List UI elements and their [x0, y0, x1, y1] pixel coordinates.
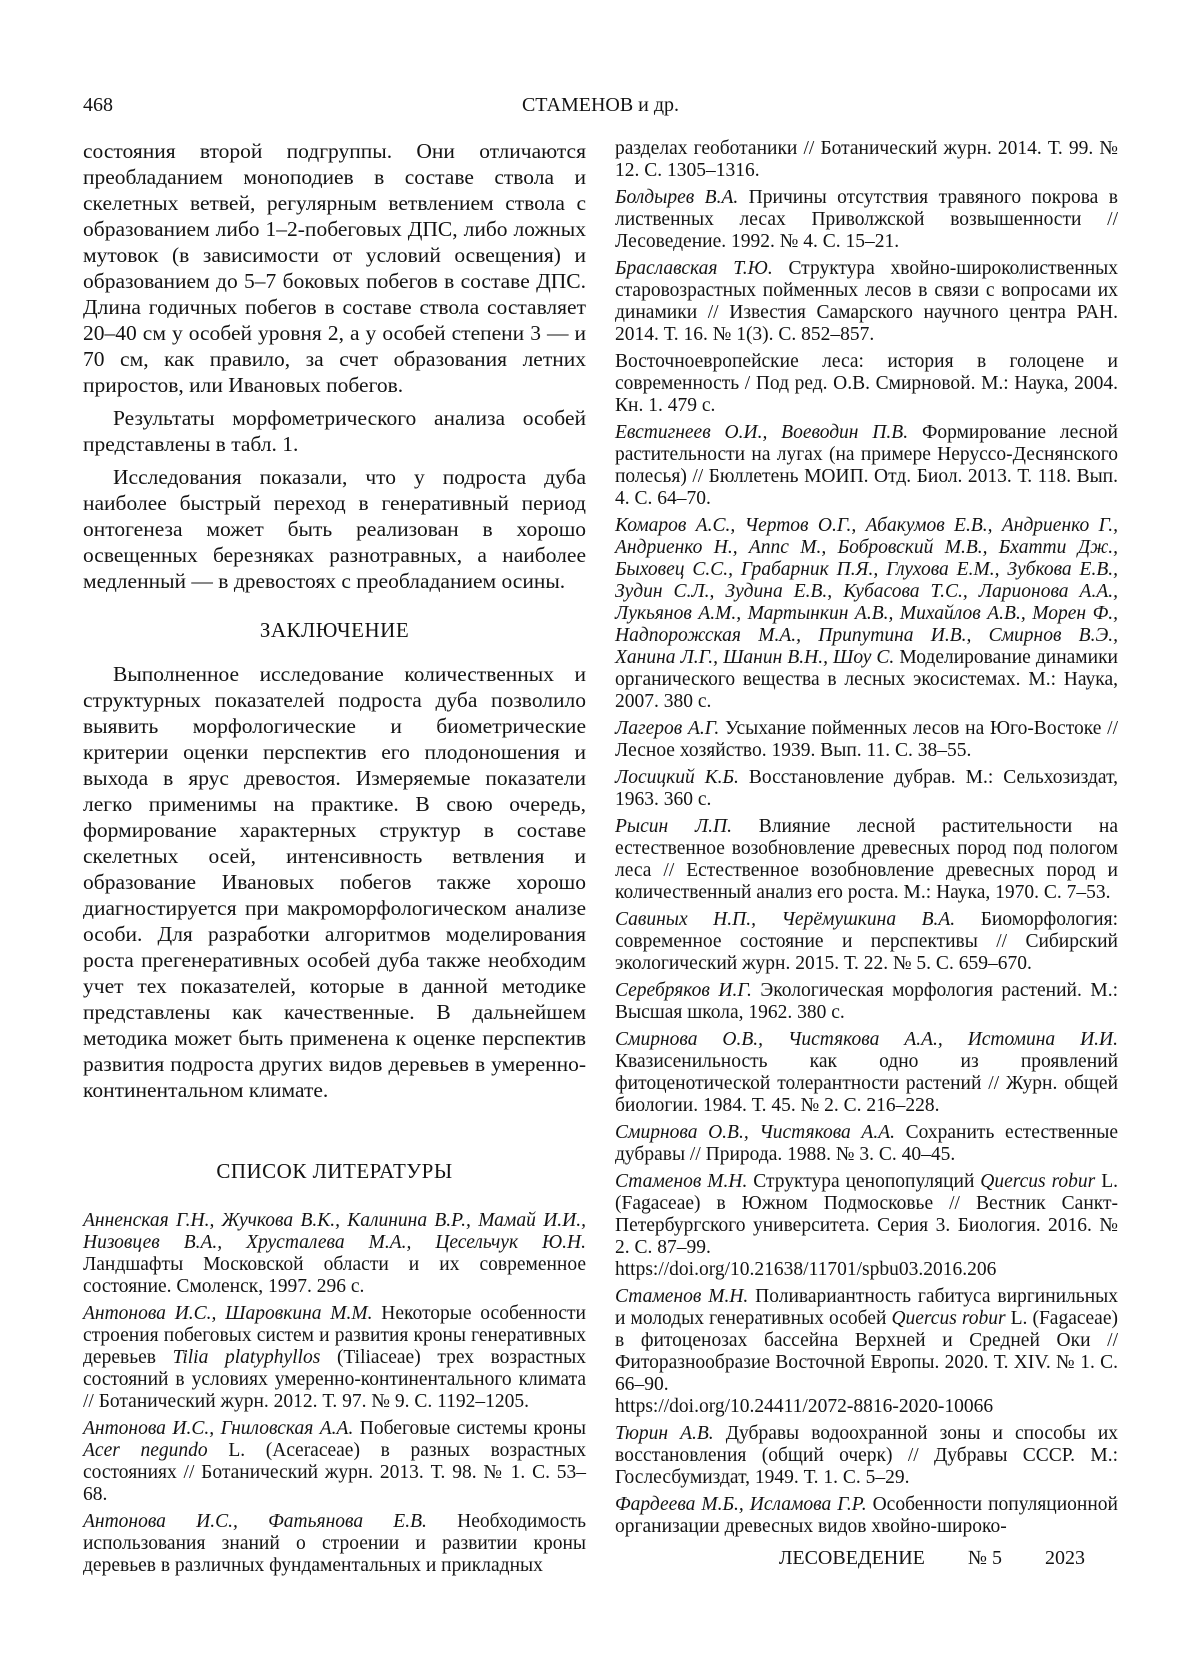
reference-text: Необходимость использования знаний о строении и развитии кроны деревьев в различных фундаментальных и прикладных [83, 1511, 586, 1576]
reference-text: Квазисенильность как одно из проявлений фитоценотической толерантности растений // Журн. общей биологии. 1984. Т. 45. № 2. С. 216–228. [615, 1051, 1118, 1116]
reference-entry [83, 1511, 586, 1577]
reference-text: Ландшафты Московской области и их современное состояние. Смоленск, 1997. 296 с. [83, 1254, 586, 1297]
reference-text: Структура ценопопуляций [747, 1171, 981, 1192]
reference-text: L. (Aceraceae) в разных возрастных состояниях // Ботанический журн. 2013. Т. 98. № 1. С. 53–68. [83, 1440, 587, 1505]
reference-text: Усыхание пойменных лесов на Юго-Востоке // Лесное хозяйство. 1939. Вып. 11. С. 38–55. [615, 718, 1118, 761]
reference-authors: Комаров А.С., Чертов О.Г., Абакумов Е.В., Андриенко Г., Андриенко Н., Аппс М., Бобровский М.В., Бхатти Дж., Быховец С.С., Грабарник П.Я., Глухова Е.М., Зубкова Е.В., Зудин С.Л., Зудина Е.В., Кубасова Т.С., Ларионова А.А., Лукьянов А.М., Мартынкин А.В., Михайлов А.В., Морен Ф., Надпорожская М.А., Припутина И.В., Смирнов В.Э., Ханина Л.Г., Шанин В.Н., Шоу С. [615, 515, 1118, 668]
page-number: 468 [83, 94, 113, 116]
two-column-layout [83, 138, 1118, 1582]
reference-authors: Савиных Н.П., Черёмушкина В.А. [615, 909, 956, 930]
reference-text: Влияние лесной растительности на естественное возобновление древесных пород под пологом леса // Естественное возобновление древесных пород и количественный анализ его роста. М.: Наука, 1970. С. 7–53. [615, 816, 1118, 903]
reference-text: разделах геоботаники // Ботанический журн. 2014. Т. 99. № 12. С. 1305–1316. [615, 138, 1118, 181]
reference-text: (Tiliaceae) трех возрастных состояний в условиях умеренно-континентального климата // Ботанический журн. 2012. Т. 97. № 9. С. 1192–1205. [83, 1347, 587, 1412]
reference-authors: Фардеева М.Б., Исламова Г.Р. [615, 1494, 867, 1515]
reference-text: Дубравы водоохранной зоны и способы их восстановления (общий очерк) // Дубравы СССР. М.: Гослесбумиздат, 1949. Т. 1. С. 5–29. [615, 1423, 1119, 1488]
reference-text: Моделирование динамики органического вещества в лесных экосистемах. М.: Наука, 2007. 380 с. [615, 647, 1118, 712]
reference-text: Экологическая морфология растений. М.: Высшая школа, 1962. 380 с. [615, 980, 1118, 1023]
reference-authors: Стаменов М.Н. [615, 1171, 748, 1192]
running-head [83, 94, 1118, 116]
footer-issue: № 5 [967, 1547, 1002, 1569]
reference-text: https://doi.org/10.21638/11701/spbu03.2016.206 [615, 1259, 997, 1280]
reference-authors: Acer negundo [83, 1440, 208, 1461]
reference-text: Причины отсутствия травяного покрова в лиственных лесах Приволжской возвышенности // Лесоведение. 1992. № 4. С. 15–21. [615, 187, 1118, 252]
reference-text: Сохранить естественные дубравы // Природа. 1988. № 3. С. 40–45. [615, 1122, 1118, 1165]
reference-authors: Рысин Л.П. [615, 816, 732, 837]
reference-text: Структура хвойно-широколиственных старовозрастных пойменных лесов в связи с вопросами их динамики // Известия Самарского научного центра РАН. 2014. Т. 16. № 1(3). С. 852–857. [615, 258, 1118, 345]
reference-authors: Тюрин А.В. [615, 1423, 714, 1444]
reference-authors: Лагеров А.Г. [615, 718, 720, 739]
reference-entry [615, 767, 1118, 811]
reference-authors: Антонова И.С., Гниловская А.А. [83, 1418, 354, 1439]
reference-authors: Quercus robur [980, 1171, 1096, 1192]
reference-text: Некоторые особенности строения побеговых систем и развития кроны генеративных деревьев [83, 1303, 586, 1368]
reference-authors: Антонова И.С., Шаровкина М.М. [83, 1303, 373, 1324]
reference-text: L. (Fagaceae) в Южном Подмосковье // Вестник Санкт-Петербургского университета. Серия 3. Биология. 2016. № 2. С. 87–99. [615, 1171, 1118, 1258]
reference-authors: Стаменов М.Н. [615, 1286, 749, 1307]
reference-authors: Евстигнеев О.И., Воеводин П.В. [615, 422, 909, 443]
reference-entry [615, 1494, 1118, 1538]
body-paragraphs [83, 138, 586, 594]
footer-journal-name: ЛЕСОВЕДЕНИЕ [778, 1547, 925, 1569]
reference-authors: Браславская Т.Ю. [615, 258, 773, 279]
paragraph: состояния второй подгруппы. Они отличаются преобладанием моноподиев в составе ствола и скелетных ветвей, регулярным ветвлением ствола с образованием либо 1–2-побеговых ДПС, либо ложных мутовок (в зависимости от условий освещения) и образованием до 5–7 боковых побегов в составе ДПС. Длина годичных побегов в составе ствола составляет 20–40 см у особей уровня 2, а у особей степени 3 — и 70 см, как правило, за счет образования летних приростов, или Ивановых побегов. [83, 139, 586, 397]
running-title: СТАМЕНОВ и др. [521, 94, 680, 116]
reference-text: https://doi.org/10.24411/2072-8816-2020-10066 [615, 1396, 994, 1417]
paragraph: Исследования показали, что у подроста дуба наиболее быстрый переход в генеративный период онтогенеза может быть реализован в хорошо освещенных березняках разнотравных, а наиболее медленный — в древостоях с преобладанием осины. [83, 465, 586, 593]
conclusion-heading: ЗАКЛЮЧЕНИЕ [259, 618, 410, 642]
paragraph: Выполненное исследование количественных и структурных показателей подроста дуба позволило выявить морфологические и биометрические критерии оценки перспектив его плодоношения и выхода в ярус древостоя. Измеряемые показатели легко применимы на практике. В свою очередь, формирование характерных структур в составе скелетных осей, интенсивность ветвления и образование Ивановых побегов также хорошо диагностируется при макроморфологическом анализе особи. Для разработки алгоритмов моделирования роста прегенеративных особей дуба также необходим учет тех показателей, которые в данной методике представлены как качественные. В дальнейшем методика может быть применена к оценке перспектив развития подроста других видов деревьев в умеренно-континентальном климате. [83, 662, 586, 1102]
reference-entry [615, 138, 1118, 182]
journal-footer [779, 1547, 1085, 1570]
reference-entry [615, 1423, 1118, 1489]
reference-text: Восточноевропейские леса: история в голоцене и современность / Под ред. О.В. Смирновой. М.: Наука, 2004. Кн. 1. 479 с. [615, 351, 1118, 416]
reference-entry [615, 1029, 1118, 1117]
reference-entry [615, 187, 1118, 253]
reference-entry [83, 1303, 586, 1413]
reference-authors: Болдырев В.А. [615, 187, 739, 208]
right-column [615, 138, 1118, 1543]
reference-authors: Серебряков И.Г. [615, 980, 752, 1001]
paragraph: Результаты морфометрического анализа особей представлены в табл. 1. [83, 406, 586, 456]
reference-entry [615, 718, 1118, 762]
reference-text: L. (Fagaceae) в фитоценозах бассейна Верхней и Средней Оки // Фиторазнообразие Восточной Европы. 2020. Т. XIV. № 1. С. 66–90. [615, 1308, 1118, 1395]
reference-entry [615, 1286, 1118, 1418]
reference-authors: Лосицкий К.Б. [615, 767, 739, 788]
reference-authors: Смирнова О.В., Чистякова А.А. [615, 1122, 895, 1143]
reference-entry [615, 909, 1118, 975]
reference-authors: Tilia platyphyllos [172, 1347, 321, 1368]
reference-authors: Quercus robur [891, 1308, 1006, 1329]
reference-authors: Смирнова О.В., Чистякова А.А., Истомина И.И. [615, 1029, 1118, 1050]
reference-entry [615, 258, 1118, 346]
reference-entry [83, 1210, 586, 1298]
reference-text: Особенности популяционной организации древесных видов хвойно-широко- [615, 1494, 1118, 1537]
footer-year: 2023 [1045, 1547, 1085, 1569]
references-heading: СПИСОК ЛИТЕРАТУРЫ [216, 1159, 453, 1183]
reference-entry [615, 1171, 1118, 1281]
left-column [83, 138, 586, 1582]
reference-text: Поливариантность габитуса виргинильных и молодых генеративных особей [615, 1286, 1118, 1329]
reference-text: Биоморфология: современное состояние и перспективы // Сибирский экологический журн. 2015. Т. 22. № 5. С. 659–670. [615, 909, 1118, 974]
reference-entry [615, 351, 1118, 417]
reference-text: Побеговые системы кроны [353, 1418, 586, 1439]
reference-authors: Антонова И.С., Фатьянова Е.В. [83, 1511, 427, 1532]
reference-text: Восстановление дубрав. М.: Сельхозиздат, 1963. 360 с. [615, 767, 1118, 810]
reference-entry [615, 816, 1118, 904]
reference-entry [615, 1122, 1118, 1166]
reference-text: Формирование лесной растительности на лугах (на примере Неруссо-Деснянского полесья) // Бюллетень МОИП. Отд. Биол. 2013. Т. 118. Вып. 4. С. 64–70. [615, 422, 1118, 509]
reference-entry [83, 1418, 586, 1506]
references-list-left [83, 1210, 586, 1577]
reference-entry [615, 515, 1118, 713]
reference-entry [615, 422, 1118, 510]
references-list-right [615, 138, 1118, 1538]
conclusion-paragraphs [83, 661, 586, 1103]
reference-authors: Анненская Г.Н., Жучкова В.К., Калинина В.Р., Мамай И.И., Низовцев В.А., Хрусталева М.А., Цесельчук Ю.Н. [83, 1210, 586, 1253]
reference-entry [615, 980, 1118, 1024]
